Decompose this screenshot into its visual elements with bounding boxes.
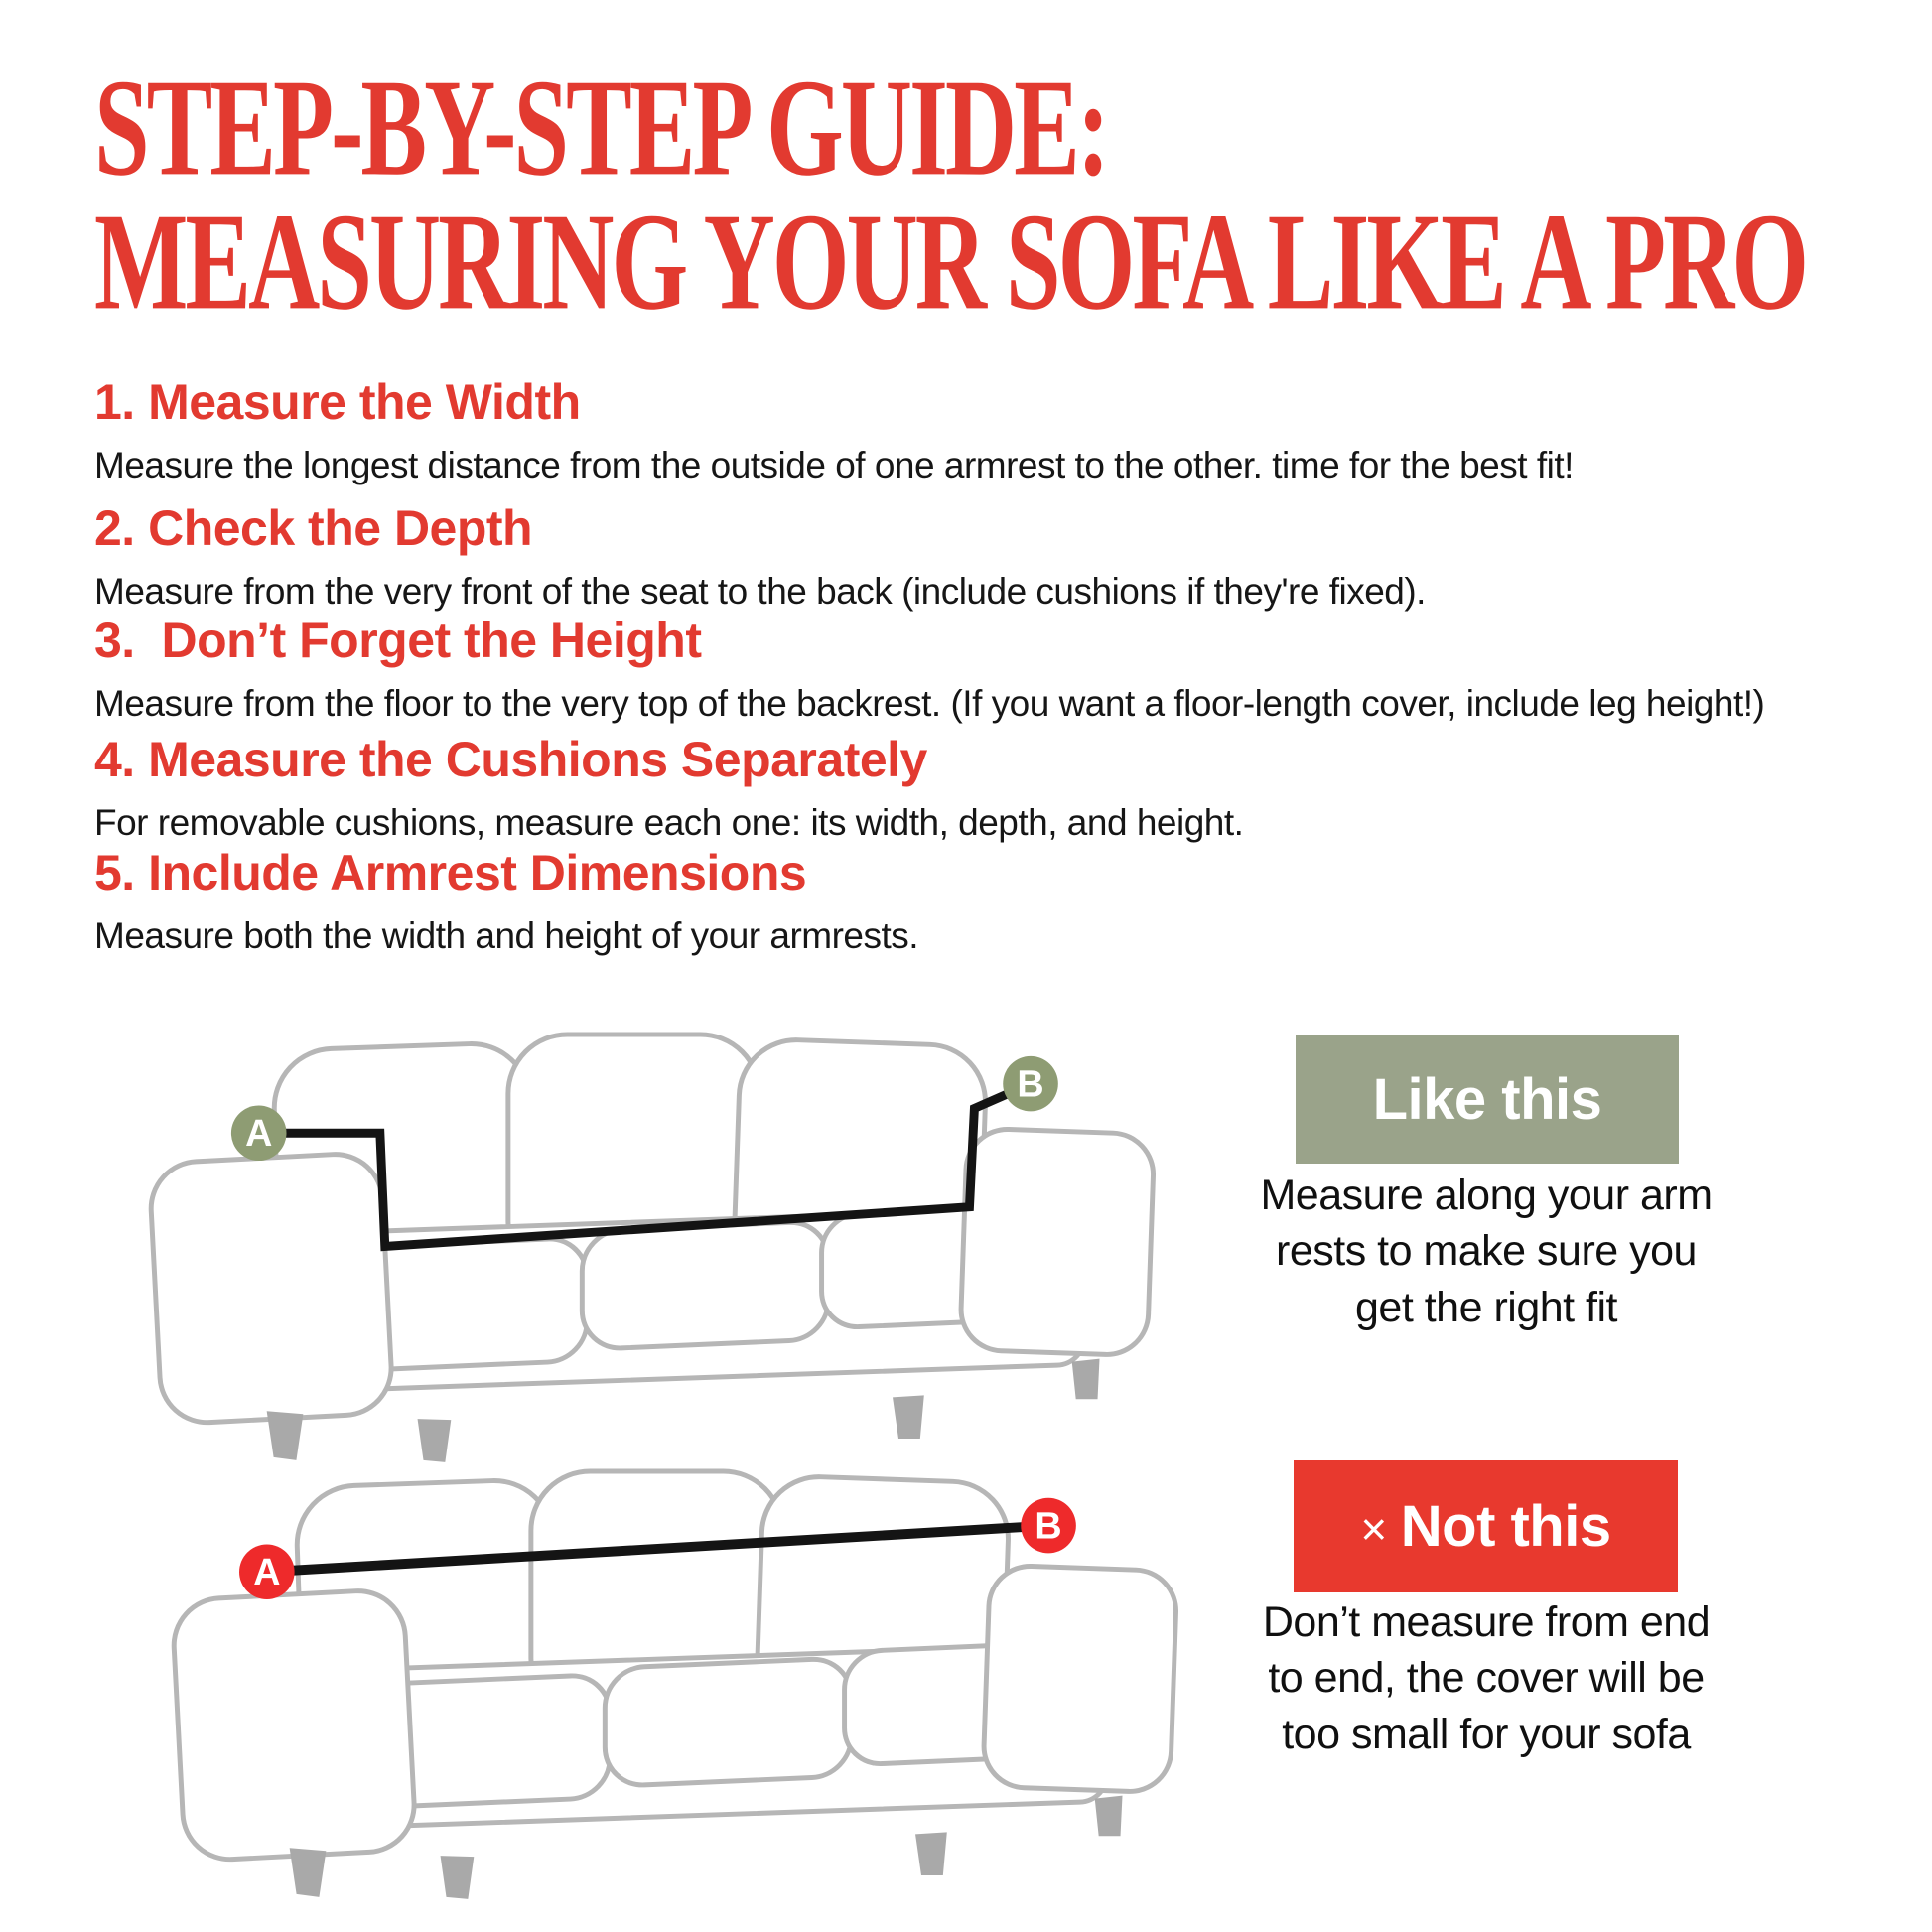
title-line-2: MEASURING YOUR SOFA LIKE A PRO xyxy=(94,184,1807,340)
step-3-body: Measure from the floor to the very top of the backrest. (If you want a floor-length cover, include leg height!) xyxy=(94,683,1765,724)
not-this-badge xyxy=(1294,1460,1678,1592)
step-4-body: For removable cushions, measure each one: its width, depth, and height. xyxy=(94,802,1244,843)
step-1-body: Measure the longest distance from the outside of one armrest to the other. time for the best fit! xyxy=(94,445,1574,485)
sofa-bad-figure xyxy=(107,1442,1191,1905)
step-3-heading: 3. Don’t Forget the Height xyxy=(94,613,702,668)
step-5 xyxy=(94,846,1891,958)
not-this-caption xyxy=(1223,1594,1749,1762)
step-2 xyxy=(94,501,1891,614)
caption-line: Don’t measure from end xyxy=(1262,1598,1711,1646)
caption-line: too small for your sofa xyxy=(1282,1710,1691,1758)
x-icon: × xyxy=(1360,1502,1387,1555)
step-4-heading: 4. Measure the Cushions Separately xyxy=(94,732,927,787)
point-a-label-good: A xyxy=(245,1112,273,1155)
step-2-body: Measure from the very front of the seat to the back (include cushions if they're fixed). xyxy=(94,571,1426,612)
step-1-heading: 1. Measure the Width xyxy=(94,374,581,430)
caption-line: Measure along your arm xyxy=(1260,1172,1713,1219)
like-this-caption xyxy=(1223,1168,1749,1335)
title-line-1: STEP-BY-STEP GUIDE: xyxy=(94,50,1108,206)
caption-line: to end, the cover will be xyxy=(1268,1654,1705,1703)
step-3 xyxy=(94,614,1891,726)
point-b-label-good: B xyxy=(1017,1062,1044,1105)
like-this-badge xyxy=(1296,1035,1679,1164)
caption-line: get the right fit xyxy=(1355,1283,1617,1331)
not-this-label: Not this xyxy=(1400,1494,1611,1559)
step-4 xyxy=(94,733,1891,845)
step-5-heading: 5. Include Armrest Dimensions xyxy=(94,845,807,900)
step-1 xyxy=(94,375,1891,487)
caption-line: rests to make sure you xyxy=(1276,1227,1697,1276)
point-b-label-bad: B xyxy=(1035,1504,1062,1547)
point-a-label-bad: A xyxy=(253,1551,281,1593)
like-this-label: Like this xyxy=(1372,1066,1602,1132)
step-2-heading: 2. Check the Depth xyxy=(94,500,533,556)
step-5-body: Measure both the width and height of your armrests. xyxy=(94,915,919,956)
sofa-good-figure xyxy=(84,1005,1169,1468)
